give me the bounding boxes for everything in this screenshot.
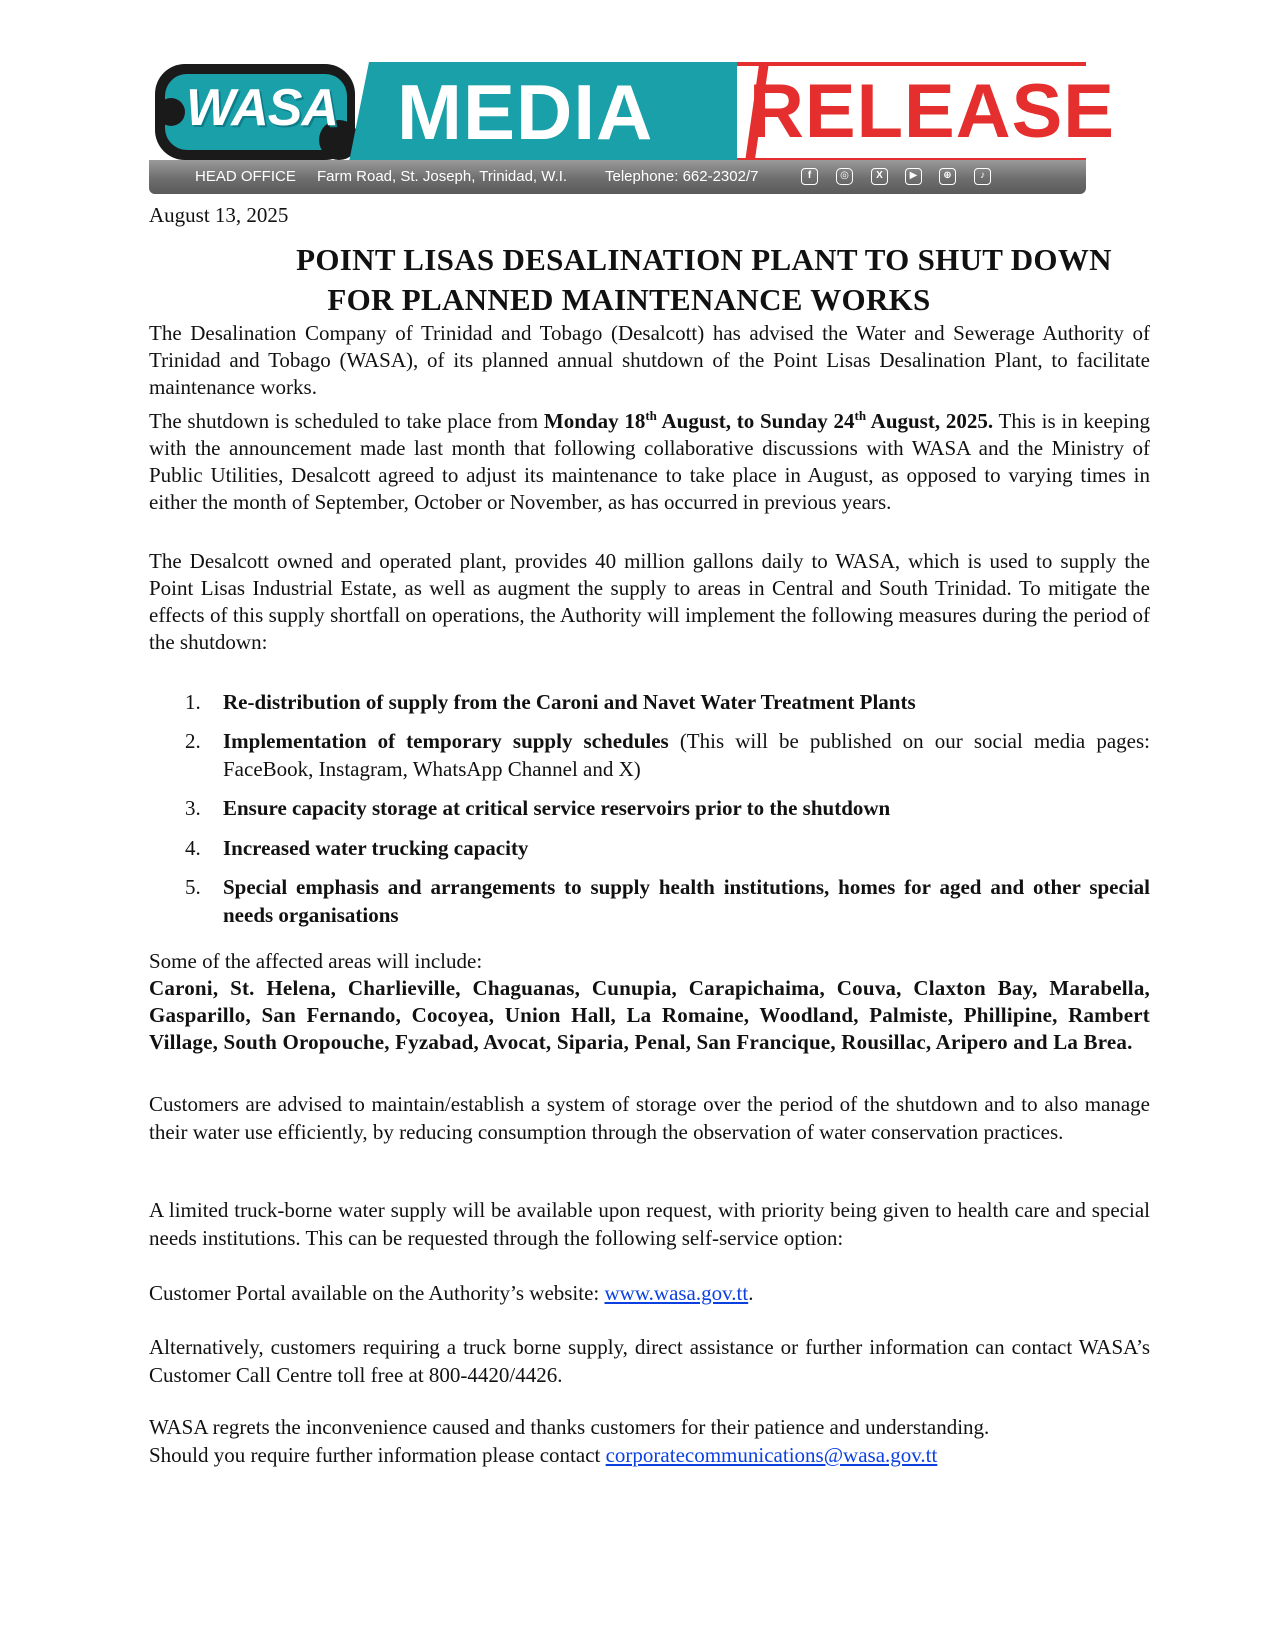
measure-text: Increased water trucking capacity: [223, 836, 529, 860]
list-item: [149, 727, 1150, 783]
release-word: RELEASE: [749, 69, 1115, 154]
schedule-year: August, 2025.: [866, 409, 994, 433]
paragraph-customer-portal: [149, 1280, 1150, 1307]
list-item: [149, 794, 1150, 822]
list-number: 1.: [185, 690, 201, 714]
title-line-2: FOR PLANNED MAINTENANCE WORKS: [327, 282, 931, 317]
web-icon[interactable]: ⊕: [939, 168, 956, 185]
list-item: [149, 873, 1150, 929]
x-icon[interactable]: X: [871, 168, 888, 185]
list-number: 3.: [185, 796, 201, 820]
list-number: 2.: [185, 729, 201, 753]
media-word: MEDIA: [397, 68, 654, 156]
list-item: [149, 834, 1150, 862]
schedule-text-start: The shutdown is scheduled to take place from: [149, 409, 544, 433]
schedule-end-date: August, to Sunday 24: [656, 409, 855, 433]
paragraph-storage-advice: Customers are advised to maintain/establish a system of storage over the period of the shutdown and to also manage their water use efficiently, by reducing consumption through the observation of water conservation practices.: [149, 1092, 1150, 1144]
email-link[interactable]: corporatecommunications@wasa.gov.tt: [605, 1443, 938, 1467]
schedule-start-date: Monday 18: [543, 409, 646, 433]
instagram-icon[interactable]: ◎: [836, 168, 853, 185]
head-office-label: HEAD OFFICE: [195, 168, 296, 185]
measure-text: Ensure capacity storage at critical service reservoirs prior to the shutdown: [223, 796, 891, 820]
list-number: 4.: [185, 836, 201, 860]
release-date: August 13, 2025: [149, 203, 289, 227]
measure-text: Special emphasis and arrangements to supply health institutions, homes for aged and other special needs organisations: [223, 875, 1150, 927]
list-item: [149, 688, 1150, 716]
paragraph-call-centre: Alternatively, customers requiring a truck borne supply, direct assistance or further information can contact WASA’s Customer Call Centre toll free at 800-4420/4426.: [149, 1335, 1150, 1387]
head-office-info-bar: [149, 160, 1086, 194]
measure-text: Re-distribution of supply from the Caroni and Navet Water Treatment Plants: [223, 690, 916, 714]
title-line-1: POINT LISAS DESALINATION PLANT TO SHUT DOWN: [296, 242, 1112, 277]
paragraph-closing: [149, 1413, 1150, 1469]
paragraph-plant-supply: The Desalcott owned and operated plant, provides 40 million gallons daily to WASA, which is used to supply the Point Lisas Industrial Estate, as well as augment the supply to areas in Central and South Trinidad. To mitigate the effects of this supply shortfall on operations, the Authority will implement the following measures during the period of the shutdown:: [149, 549, 1150, 654]
measure-text: Implementation of temporary supply schedules: [223, 729, 669, 753]
portal-period: .: [748, 1281, 754, 1305]
telephone: Telephone: 662-2302/7: [605, 168, 759, 185]
ordinal-suffix: th: [854, 408, 867, 423]
measure-note: (This will be published on our social media pages: FaceBook, Instagram, WhatsApp Channel and X): [223, 729, 1150, 781]
ordinal-suffix: th: [645, 408, 657, 423]
portal-text: Customer Portal available on the Authority’s website:: [149, 1281, 605, 1305]
wasa-logo: [149, 60, 364, 164]
affected-areas-list: Caroni, St. Helena, Charlieville, Chaguanas, Cunupia, Carapichaima, Couva, Claxton Bay, Marabella, Gasparillo, San Fernando, Cocoyea, Union Hall, La Romaine, Woodland, Palmiste, Phillipine, Rambert Village, South Oropouche, Fyzabad, Avocat, Siparia, Penal, San Francique, Rousillac, Aripero and La Brea.: [149, 976, 1150, 1054]
paragraph-schedule: [149, 408, 1150, 516]
logo-text: WASA: [186, 79, 338, 137]
website-link[interactable]: www.wasa.gov.tt: [604, 1281, 749, 1305]
closing-contact-text: Should you require further information please contact: [149, 1443, 606, 1467]
youtube-icon[interactable]: ▶: [905, 168, 922, 185]
page-title: [149, 240, 1149, 320]
affected-areas-section: [149, 948, 1150, 1056]
tiktok-icon[interactable]: ♪: [974, 168, 991, 185]
head-office-address: Farm Road, St. Joseph, Trinidad, W.I.: [317, 168, 568, 185]
paragraph-shutdown-notice: The Desalination Company of Trinidad and Tobago (Desalcott) has advised the Water and Sewerage Authority of Trinidad and Tobago (WASA), of its planned annual shutdown of the Point Lisas Desalination Plant, to facilitate maintenance works.: [149, 321, 1150, 399]
affected-areas-intro: Some of the affected areas will include:: [149, 949, 483, 973]
list-number: 5.: [185, 875, 201, 899]
measures-list: [149, 688, 1150, 929]
paragraph-truck-borne: A limited truck-borne water supply will be available upon request, with priority being given to health care and special needs institutions. This can be requested through the following self-service option:: [149, 1198, 1150, 1250]
media-release-banner: [149, 58, 1115, 196]
facebook-icon[interactable]: f: [801, 168, 818, 185]
closing-thanks: WASA regrets the inconvenience caused and thanks customers for their patience and understanding.: [149, 1415, 990, 1439]
schedule-text-end: This is in keeping with the announcement made last month that following collaborative discussions with WASA and the Ministry of Public Utilities, Desalcott agreed to adjust its maintenance to take place in August, as opposed to varying times in either the month of September, October or November, as has occurred in previous years.: [149, 409, 1150, 514]
